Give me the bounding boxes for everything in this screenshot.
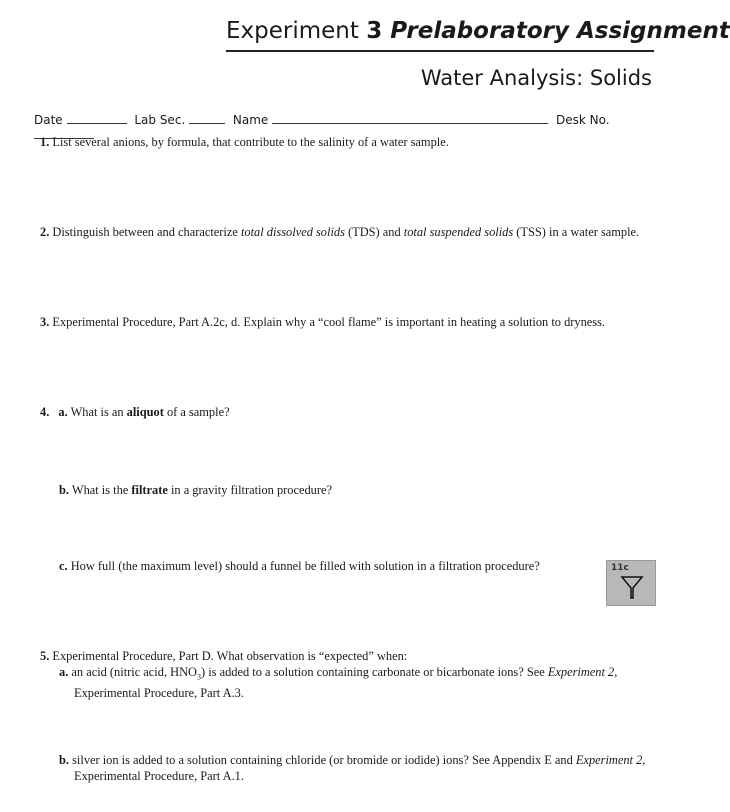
question-5b [59, 752, 654, 784]
aliquot-term: aliquot [126, 405, 164, 419]
info-row [34, 112, 654, 130]
date-label: Date [34, 113, 63, 127]
question-text: Experimental Procedure, Part D. What observation is “expected” when: [52, 649, 408, 663]
question-5a [59, 664, 654, 701]
question-text: What is the [71, 483, 132, 497]
subscript: 3 [196, 672, 201, 682]
assignment-label: Prelaboratory Assignment [382, 18, 730, 44]
name-blank[interactable] [272, 112, 548, 124]
subpart-label: a. [59, 665, 69, 679]
reference: Experiment 2, [547, 665, 618, 679]
desk-no-label: Desk No. [555, 113, 610, 127]
subpart-label: a. [58, 405, 68, 419]
lab-sec-label: Lab Sec. [134, 113, 186, 127]
page-subtitle: Water Analysis: Solids [420, 66, 652, 90]
question-text-continued: Experimental Procedure, Part A.3. [74, 686, 244, 701]
question-number: 2. [40, 225, 50, 239]
question-text: in a gravity filtration procedure? [167, 483, 332, 497]
question-4c [59, 558, 599, 574]
question-number: 1. [40, 135, 50, 149]
lab-sec-blank[interactable] [189, 112, 225, 124]
funnel-icon [607, 561, 655, 605]
subpart-label: b. [59, 753, 69, 767]
question-text: List several anions, by formula, that contribute to the salinity of a water sample. [52, 135, 449, 149]
question-text: an acid (nitric acid, HNO [71, 665, 197, 679]
question-number: 3. [40, 315, 50, 329]
experiment-number: 3 [366, 18, 383, 44]
tds-term: total dissolved solids [240, 225, 345, 239]
filtrate-term: filtrate [131, 483, 168, 497]
title-rule [226, 50, 654, 52]
reference: Experiment 2, [575, 753, 646, 767]
question-text-continued: Experimental Procedure, Part A.1. [74, 769, 244, 783]
question-1 [40, 134, 654, 150]
question-number: 4. [40, 405, 50, 419]
question-text: ) is added to a solution containing carbonate or bicarbonate ions? See [200, 665, 548, 679]
question-3 [40, 314, 664, 330]
question-number: 5. [40, 649, 50, 663]
question-text: What is an [70, 405, 127, 419]
question-text: Distinguish between and characterize [52, 225, 241, 239]
date-blank[interactable] [67, 112, 127, 124]
question-text: of a sample? [163, 405, 230, 419]
question-text: silver ion is added to a solution containing chloride (or bromide or iodide) ions? See Appendix E and [72, 753, 576, 767]
question-2 [40, 224, 664, 240]
name-label: Name [232, 113, 269, 127]
question-4a [40, 404, 654, 420]
question-5 [40, 648, 654, 664]
technique-label: 11c [611, 563, 629, 573]
page-title [226, 18, 730, 44]
subpart-label: b. [59, 483, 69, 497]
experiment-word: Experiment [226, 18, 367, 44]
technique-icon-box [606, 560, 656, 606]
tss-term: total suspended solids [403, 225, 514, 239]
question-text: Experimental Procedure, Part A.2c, d. Explain why a “cool flame” is important in heating a solution to dryness. [52, 315, 606, 329]
question-text: (TSS) in a water sample. [513, 225, 640, 239]
question-text: How full (the maximum level) should a funnel be filled with solution in a filtration procedure? [70, 559, 540, 573]
subpart-label: c. [59, 559, 68, 573]
question-text: (TDS) and [344, 225, 404, 239]
question-4b [59, 482, 654, 498]
